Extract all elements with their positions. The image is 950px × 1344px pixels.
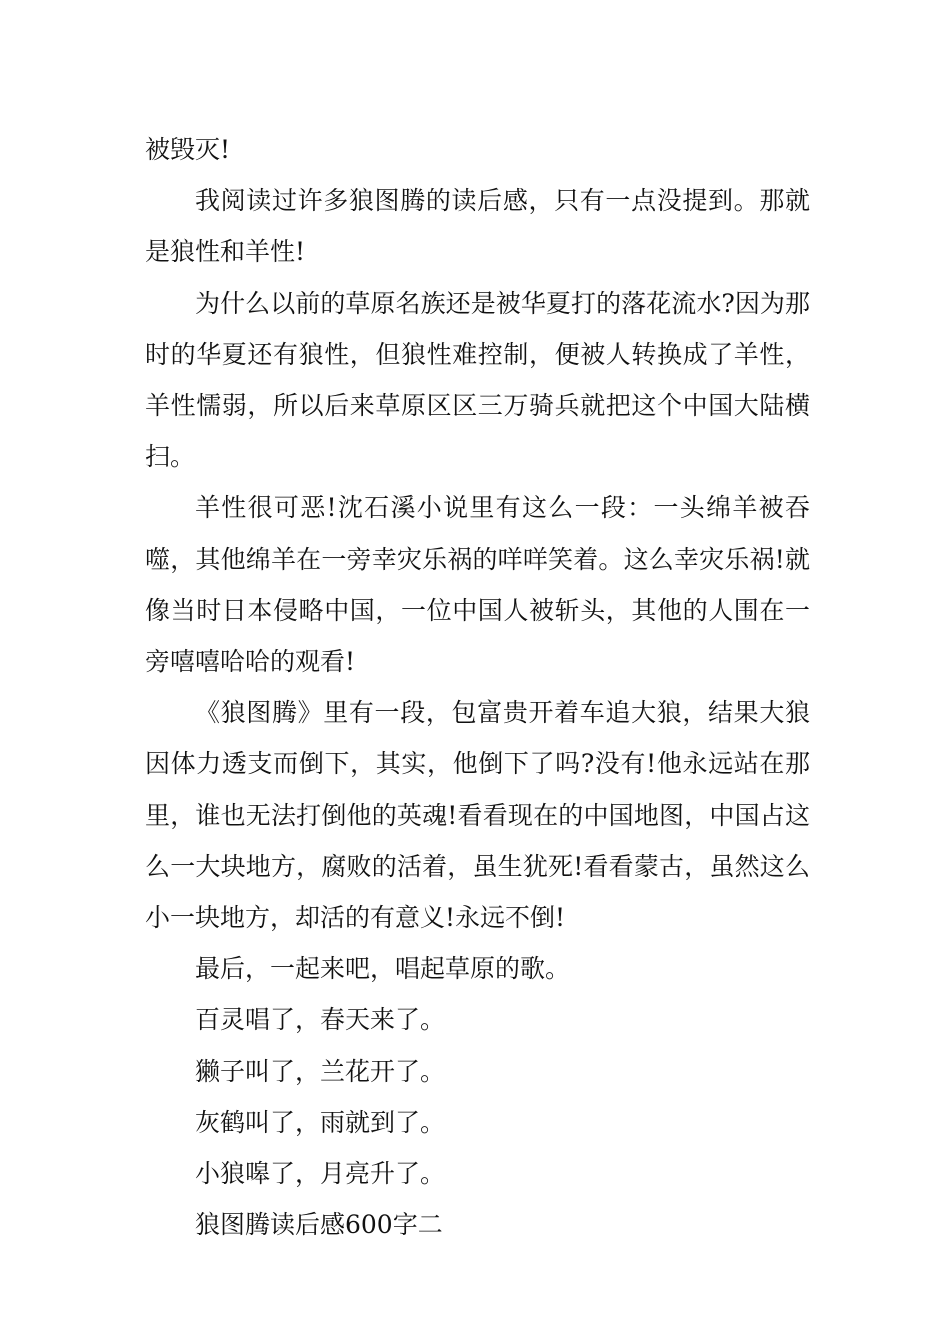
paragraph-grassland-tribes: 为什么以前的草原名族还是被华夏打的落花流水?因为那时的华夏还有狼性，但狼性难控制，便被人转换成了羊性，羊性懦弱，所以后来草原区区三万骑兵就把这个中国大陆横扫。 [145, 288, 810, 472]
paragraph-wolf-totem-story: 《狼图腾》里有一段，包富贵开着车追大狼，结果大狼因体力透支而倒下，其实，他倒下了吗?没有!他永远站在那里，谁也无法打倒他的英魂!看看现在的中国地图，中国占这么一大块地方，腐败的活着，虽生犹死!看看蒙古，虽然这么小一块地方，却活的有意义!永远不倒! [145, 698, 810, 933]
paragraph-wolf-and-sheep: 我阅读过许多狼图腾的读后感，只有一点没提到。那就是狼性和羊性! [145, 186, 810, 267]
document-body [145, 124, 810, 1250]
section-heading: 狼图腾读后感600字二 [195, 1210, 443, 1240]
paragraph-closing: 最后，一起来吧，唱起草原的歌。 [195, 954, 571, 984]
paragraph-continuation: 被毁灭! [145, 135, 231, 164]
song-line-1: 百灵唱了，春天来了。 [195, 1005, 446, 1035]
paragraph-sheep-nature: 羊性很可恶!沈石溪小说里有这么一段：一头绵羊被吞噬，其他绵羊在一旁幸灾乐祸的咩咩笑着。这么幸灾乐祸!就像当时日本侵略中国，一位中国人被斩头，其他的人围在一旁嘻嘻哈哈的观看! [145, 493, 810, 677]
song-line-4: 小狼嗥了，月亮升了。 [195, 1159, 446, 1189]
song-line-2: 獭子叫了，兰花开了。 [195, 1056, 446, 1086]
song-line-3: 灰鹤叫了，雨就到了。 [195, 1107, 446, 1137]
